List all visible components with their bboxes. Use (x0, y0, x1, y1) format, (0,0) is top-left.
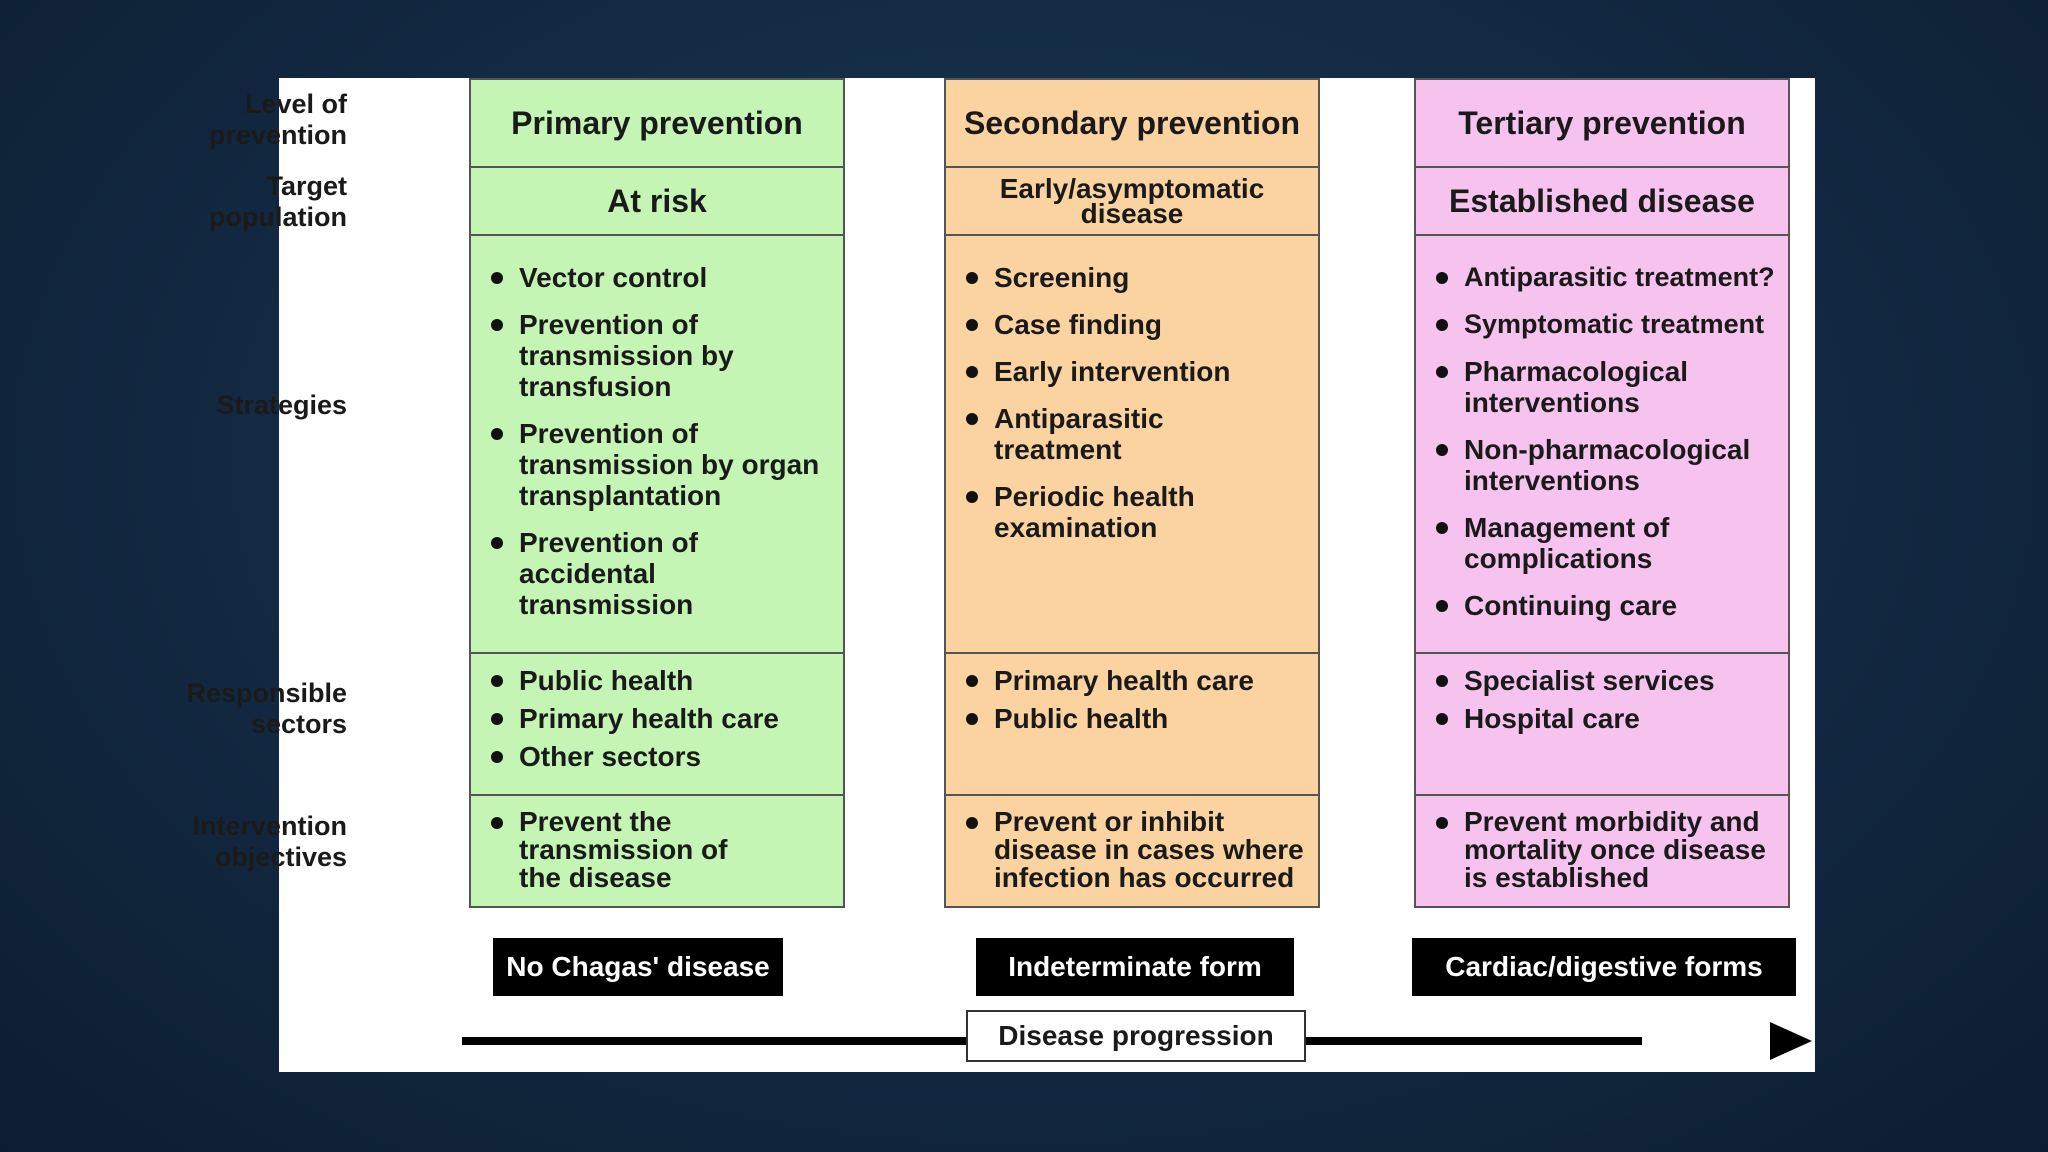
row-label-level: Level of prevention (208, 89, 347, 150)
list-item: Prevent the transmission of the disease (471, 808, 843, 892)
list-item: Public health (471, 662, 843, 700)
list-item: Prevention of accidental transmission (471, 527, 837, 620)
progression-arrowhead-icon (1770, 1022, 1812, 1060)
target-population: Early/asymptomatic disease (946, 168, 1318, 236)
stage-label-cardiac-digestive: Cardiac/digestive forms (1412, 938, 1796, 996)
column-header: Primary prevention (471, 80, 843, 168)
list-item: Early intervention (946, 356, 1298, 387)
objectives-cell (1416, 796, 1788, 906)
sectors-cell (1416, 654, 1788, 796)
list-item: Prevent morbidity and mortality once disease is established (1416, 808, 1788, 892)
column-header: Tertiary prevention (1416, 80, 1788, 168)
stage-label-indeterminate: Indeterminate form (976, 938, 1294, 996)
column-header: Secondary prevention (946, 80, 1318, 168)
sectors-cell (946, 654, 1318, 796)
list-item: Primary health care (471, 700, 843, 738)
target-population: Established disease (1416, 168, 1788, 236)
column-secondary (944, 78, 1320, 908)
strategies-cell (946, 236, 1318, 654)
objectives-cell (471, 796, 843, 906)
list-item: Prevention of transmission by organ transplantation (471, 418, 837, 511)
row-label-objectives: Intervention objectives (192, 811, 347, 872)
disease-progression-label: Disease progression (966, 1010, 1306, 1062)
list-item: Periodic health examination (946, 481, 1298, 543)
objectives-cell (946, 796, 1318, 906)
list-item: Non-pharmacological interventions (1416, 434, 1784, 496)
list-item: Case finding (946, 309, 1298, 340)
list-item: Hospital care (1416, 700, 1788, 738)
column-tertiary (1414, 78, 1790, 908)
list-item: Public health (946, 700, 1318, 738)
row-label-strategies: Strategies (216, 390, 347, 420)
list-item: Other sectors (471, 738, 843, 776)
strategies-cell (1416, 236, 1788, 654)
list-item: Management of complications (1416, 512, 1784, 574)
strategies-cell (471, 236, 843, 654)
list-item: Antiparasitic treatment (946, 403, 1298, 465)
stage-label-no-disease: No Chagas' disease (493, 938, 783, 996)
list-item: Continuing care (1416, 590, 1784, 621)
list-item: Primary health care (946, 662, 1318, 700)
list-item: Prevent or inhibit disease in cases where infection has occurred (946, 808, 1318, 892)
list-item: Pharmacological interventions (1416, 356, 1784, 418)
list-item: Antiparasitic treatment? (1416, 262, 1784, 293)
list-item: Symptomatic treatment (1416, 309, 1784, 340)
list-item: Screening (946, 262, 1298, 293)
row-label-target: Target population (209, 171, 347, 232)
diagram-panel (186, 78, 1815, 1072)
list-item: Prevention of transmission by transfusion (471, 309, 837, 402)
column-primary (469, 78, 845, 908)
target-population: At risk (471, 168, 843, 236)
list-item: Vector control (471, 262, 837, 293)
sectors-cell (471, 654, 843, 796)
row-label-sectors: Responsible sectors (186, 678, 347, 739)
list-item: Specialist services (1416, 662, 1788, 700)
